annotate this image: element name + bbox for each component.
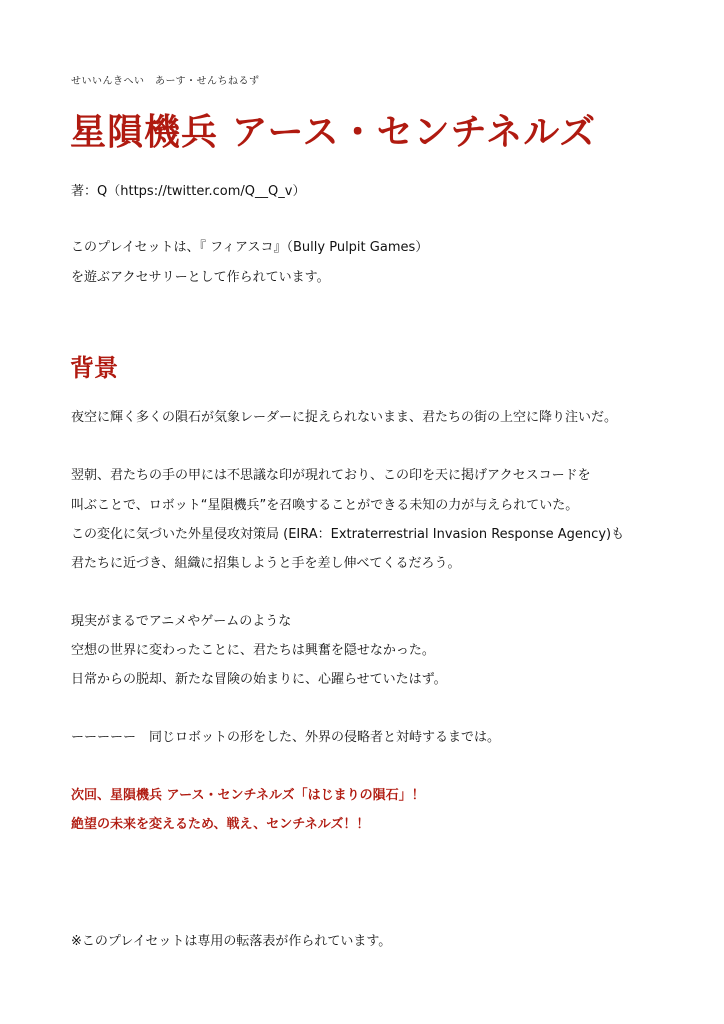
intro-line-2: を遊ぶアクセサリーとして作られています。 [71, 270, 330, 285]
section-heading: 背景 [70, 354, 118, 382]
author-line: 著：Q（https://twitter.com/Q__Q_v） [71, 184, 306, 199]
background-line: 夜空に輝く多くの隕石が気象レーダーに捉えられないまま、君たちの街の上空に降り注いだ。 [71, 410, 618, 425]
title-reading: せいいんきへい あーす・せんちねるず [71, 76, 260, 87]
background-line: 叫ぶことで、ロボット“星隕機兵”を召喚することができる未知の力が与えられていた。 [71, 498, 579, 513]
background-line: 日常からの脱却、新たな冒険の始まりに、心躍らせていたはず。 [71, 672, 447, 687]
background-line: 現実がまるでアニメやゲームのような [71, 614, 292, 629]
page-title: 星隕機兵 アース・センチネルズ [70, 112, 597, 153]
background-line: ーーーーー 同じロボットの形をした、外界の侵略者と対峙するまでは。 [71, 730, 501, 745]
background-line: 翌朝、君たちの手の甲には不思議な印が現れており、この印を天に掲げアクセスコードを [71, 468, 591, 483]
next-episode-line: 絶望の未来を変えるため、戦え、センチネルズ！！ [71, 817, 370, 832]
background-line: 君たちに近づき、組織に招集しようと手を差し伸べてくるだろう。 [71, 556, 461, 571]
footnote: ※このプレイセットは専用の転落表が作られています。 [71, 934, 392, 949]
background-line: この変化に気づいた外星侵攻対策局 (EIRA：Extraterrestrial Invasion Response Agency)も [71, 527, 625, 542]
background-line: 空想の世界に変わったことに、君たちは興奮を隠せなかった。 [71, 643, 435, 658]
intro-line-1: このプレイセットは、『 フィアスコ』（Bully Pulpit Games） [71, 240, 429, 255]
next-episode-line: 次回、星隕機兵 アース・センチネルズ「はじまりの隕石」！ [71, 788, 425, 803]
